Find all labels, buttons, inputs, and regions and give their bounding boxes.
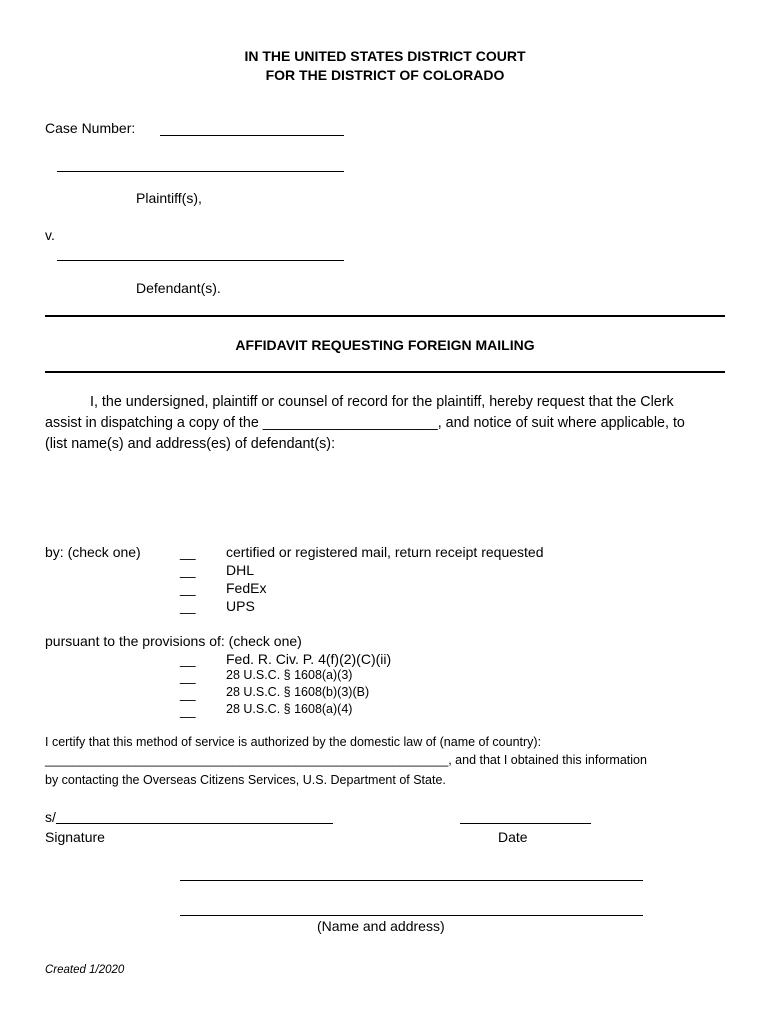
versus-label: v. (45, 227, 55, 243)
method-checkbox-certified[interactable]: __ (180, 544, 196, 560)
provision-option-1608a4: 28 U.S.C. § 1608(a)(4) (226, 702, 353, 716)
request-line-2-before: assist in dispatching a copy of the (45, 415, 263, 431)
provision-checkbox-frcp[interactable]: __ (180, 651, 196, 667)
plaintiff-name-field[interactable] (57, 156, 344, 172)
plaintiff-label: Plaintiff(s), (136, 190, 202, 206)
certify-line-2-after: , and that I obtained this information (448, 753, 647, 767)
signature-prefix: s/ (45, 809, 56, 825)
court-name-line2: FOR THE DISTRICT OF COLORADO (265, 67, 505, 83)
provision-option-1608a3: 28 U.S.C. § 1608(a)(3) (226, 668, 353, 682)
document-title: AFFIDAVIT REQUESTING FOREIGN MAILING (235, 337, 535, 353)
signature-field[interactable] (56, 810, 333, 824)
title-bottom-rule (45, 371, 725, 373)
created-date: Created 1/2020 (45, 964, 125, 976)
method-option-certified: certified or registered mail, return receipt requested (226, 544, 544, 560)
name-address-field-line-2[interactable] (180, 901, 643, 916)
defendant-name-field[interactable] (57, 245, 344, 261)
provision-checkbox-1608b3b[interactable]: __ (180, 685, 196, 701)
provision-option-1608b3b: 28 U.S.C. § 1608(b)(3)(B) (226, 685, 370, 699)
method-checkbox-fedex[interactable]: __ (180, 580, 196, 596)
country-name-blank[interactable]: __________________________________________________________ (45, 753, 449, 767)
date-label: Date (498, 829, 528, 845)
title-top-rule (45, 315, 725, 317)
provisions-label: pursuant to the provisions of: (check one) (45, 633, 302, 649)
request-line-2 (45, 413, 685, 434)
request-line-3: (list name(s) and address(es) of defendant(s): (45, 436, 336, 452)
provision-checkbox-1608a3[interactable]: __ (180, 668, 196, 684)
court-name-line1: IN THE UNITED STATES DISTRICT COURT (244, 48, 526, 64)
method-option-fedex: FedEx (226, 580, 267, 596)
signature-label: Signature (45, 829, 105, 845)
certify-line-1: I certify that this method of service is authorized by the domestic law of (name of country): (45, 735, 542, 749)
method-checkbox-ups[interactable]: __ (180, 598, 196, 614)
certify-line-2 (45, 753, 647, 767)
certify-line-3: by contacting the Overseas Citizens Services, U.S. Department of State. (45, 773, 446, 787)
provision-option-frcp: Fed. R. Civ. P. 4(f)(2)(C)(ii) (226, 651, 392, 667)
method-checkbox-dhl[interactable]: __ (180, 562, 196, 578)
case-number-label: Case Number: (45, 120, 136, 136)
method-label: by: (check one) (45, 544, 141, 560)
date-field[interactable] (460, 810, 591, 824)
request-line-2-after: , and notice of suit where applicable, to (437, 415, 685, 431)
name-address-label: (Name and address) (317, 918, 445, 934)
defendant-label: Defendant(s). (136, 280, 221, 296)
case-number-field[interactable] (160, 120, 344, 136)
request-line-1: I, the undersigned, plaintiff or counsel of record for the plaintiff, hereby request that the Clerk (90, 394, 674, 410)
document-type-blank[interactable]: ______________________ (262, 415, 438, 431)
method-option-dhl: DHL (226, 562, 255, 578)
name-address-field-line-1[interactable] (180, 866, 643, 881)
method-option-ups: UPS (226, 598, 255, 614)
provision-checkbox-1608a4[interactable]: __ (180, 702, 196, 718)
